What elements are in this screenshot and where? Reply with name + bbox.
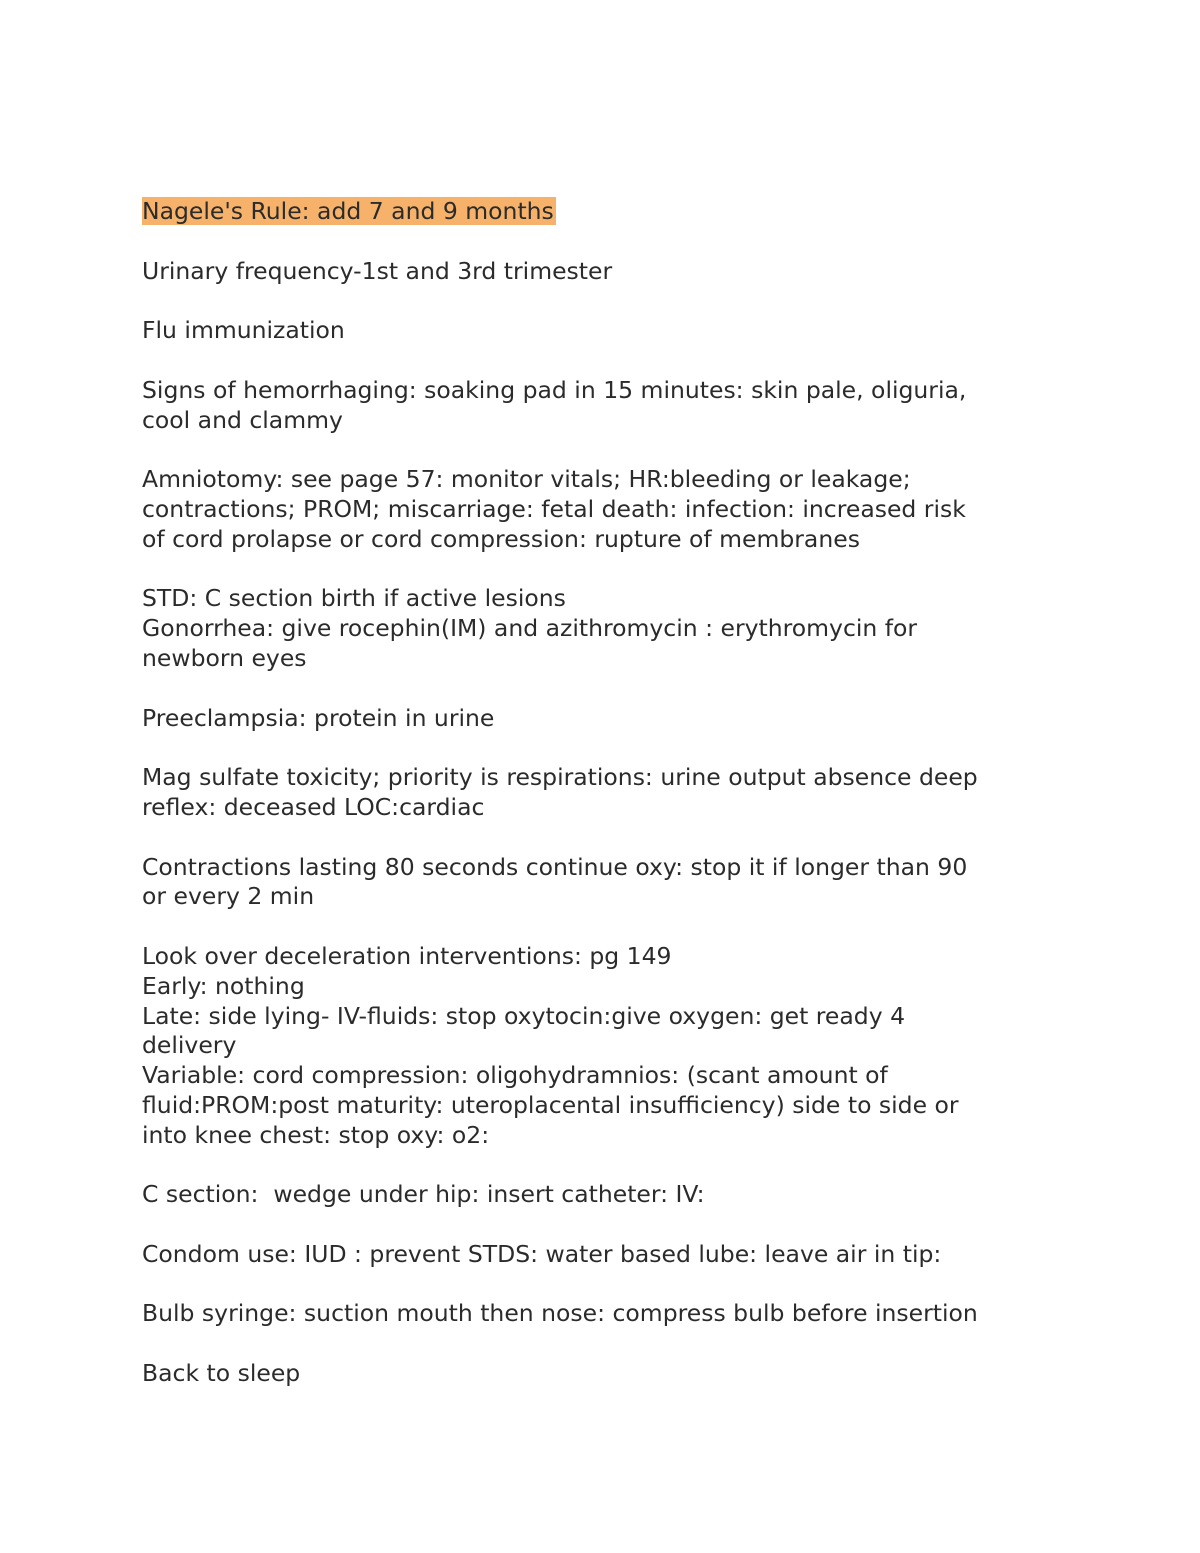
- text-line: Late: side lying- IV-fluids: stop oxytocin:give oxygen: get ready 4: [142, 1001, 906, 1030]
- text-line: contractions; PROM; miscarriage: fetal death: infection: increased risk: [142, 494, 966, 523]
- note-condom-use: [142, 1240, 1062, 1270]
- note-decelerations: [142, 942, 1062, 1151]
- note-urinary-frequency: [142, 257, 1062, 287]
- note-nageles-rule: [142, 197, 1062, 227]
- note-std: [142, 584, 1062, 673]
- text-line: Look over deceleration interventions: pg 149: [142, 941, 672, 970]
- text-line: delivery: [142, 1031, 237, 1060]
- note-bulb-syringe: [142, 1299, 1062, 1329]
- note-hemorrhaging: [142, 376, 1062, 436]
- note-c-section: [142, 1180, 1062, 1210]
- text-line: fluid:PROM:post maturity: uteroplacental insufficiency) side to side or: [142, 1090, 959, 1119]
- text-line: Bulb syringe: suction mouth then nose: compress bulb before insertion: [142, 1299, 978, 1328]
- text-line: C section: wedge under hip: insert catheter: IV:: [142, 1180, 705, 1209]
- text-line: Variable: cord compression: oligohydramnios: (scant amount of: [142, 1061, 888, 1090]
- text-line: of cord prolapse or cord compression: rupture of membranes: [142, 524, 860, 553]
- text-line: into knee chest: stop oxy: o2:: [142, 1120, 490, 1149]
- note-flu-immunization: [142, 316, 1062, 346]
- document-body: [142, 197, 1062, 1419]
- highlighted-text: Nagele's Rule: add 7 and 9 months: [142, 197, 554, 225]
- note-preeclampsia: [142, 704, 1062, 734]
- text-line: STD: C section birth if active lesions: [142, 584, 566, 613]
- text-line: Signs of hemorrhaging: soaking pad in 15 minutes: skin pale, oliguria,: [142, 375, 967, 404]
- note-back-to-sleep: [142, 1359, 1062, 1389]
- text-line: reflex: deceased LOC:cardiac: [142, 792, 485, 821]
- text-line: Condom use: IUD : prevent STDS: water based lube: leave air in tip:: [142, 1239, 942, 1268]
- text-line: Flu immunization: [142, 316, 345, 345]
- text-line: or every 2 min: [142, 882, 315, 911]
- text-line: Gonorrhea: give rocephin(IM) and azithromycin : erythromycin for: [142, 614, 918, 643]
- text-line: newborn eyes: [142, 643, 307, 672]
- note-amniotomy: [142, 465, 1062, 554]
- note-contractions: [142, 853, 1062, 913]
- text-line: Back to sleep: [142, 1359, 301, 1388]
- text-line: Contractions lasting 80 seconds continue oxy: stop it if longer than 90: [142, 852, 968, 881]
- text-line: Mag sulfate toxicity; priority is respirations: urine output absence deep: [142, 763, 978, 792]
- text-line: Amniotomy: see page 57: monitor vitals; HR:bleeding or leakage;: [142, 465, 911, 494]
- text-line: Preeclampsia: protein in urine: [142, 703, 495, 732]
- text-line: cool and clammy: [142, 405, 343, 434]
- note-mag-sulfate: [142, 763, 1062, 823]
- text-line: Early: nothing: [142, 971, 305, 1000]
- text-line: Urinary frequency-1st and 3rd trimester: [142, 256, 613, 285]
